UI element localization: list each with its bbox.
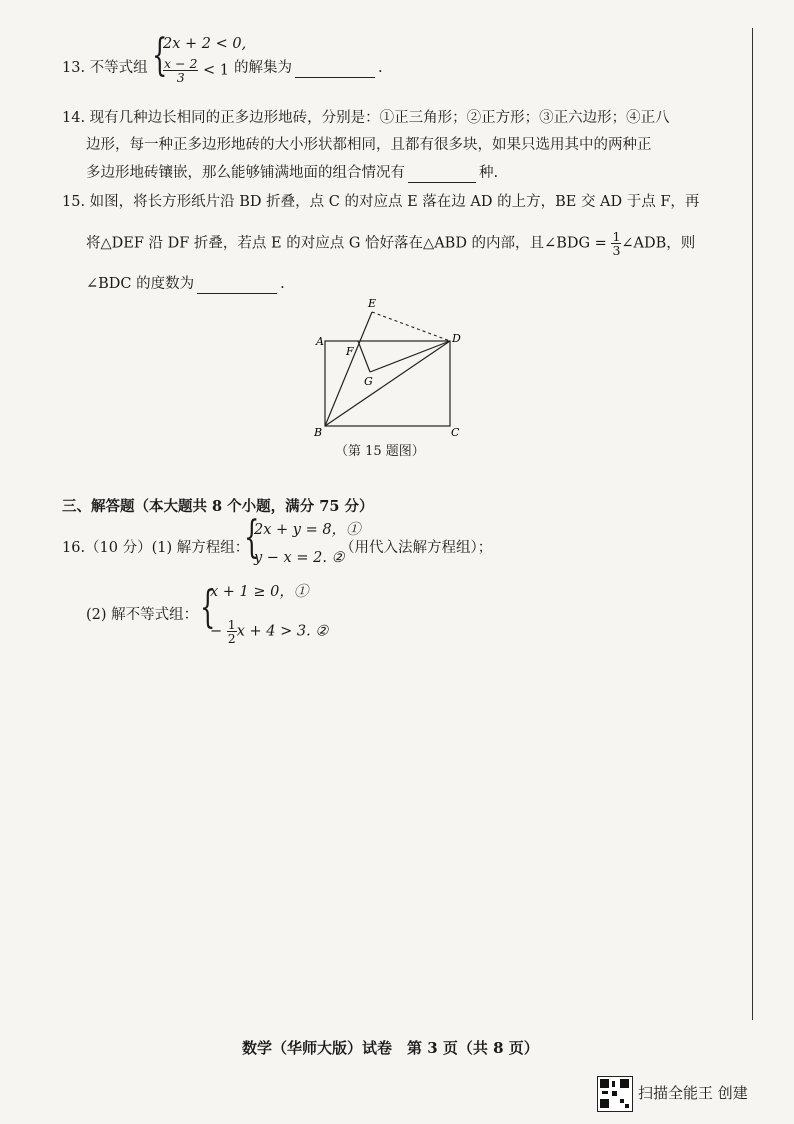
page-right-border (752, 28, 753, 1020)
segment-fg (358, 341, 370, 372)
q16-part1-eq2: y − x = 2. ② (254, 550, 345, 566)
q13-fraction: $\frac{x - 2}{3}$ (164, 56, 198, 85)
label-c: C (451, 426, 460, 439)
q15-figure-caption: （第 15 题图） (335, 444, 425, 459)
q16-part1-brace: { (244, 512, 260, 563)
q15-answer-blank[interactable] (197, 277, 277, 294)
page-footer: 数学（华师大版）试卷 第 3 页（共 8 页） (242, 1039, 539, 1057)
q16-part2-prefix: (2) 解不等式组： (86, 607, 199, 623)
q13-ineq1: 2x + 2 < 0, (163, 36, 247, 52)
q15-line1: 15. 如图，将长方形纸片沿 BD 折叠，点 C 的对应点 E 落在边 AD 的上方，BE 交 AD 于点 F，再 (62, 194, 700, 210)
q16-part1-eq1: 2x + y = 8，① (254, 522, 361, 538)
q15-fraction: $\frac{1}{3}$ (612, 229, 621, 258)
label-b: B (314, 426, 323, 439)
q16-part2-brace: { (200, 582, 216, 633)
q16-part2-eq1: x + 1 ≥ 0，① (210, 584, 309, 600)
label-f: F (346, 345, 354, 358)
q16-part2-eq2: − $\frac{1}{2}$ x + 4 > 3. ② (210, 617, 329, 646)
q16-part1-note: （用代入法解方程组）； (340, 540, 493, 556)
q15-line3: ∠BDC 的度数为 . (86, 276, 285, 292)
q16-fraction: $\frac{1}{2}$ (227, 617, 236, 646)
label-d: D (452, 332, 461, 345)
q14-line1: 14. 现有几种边长相同的正多边形地砖，分别是：①正三角形；②正方形；③正六边形；④正八 (62, 110, 670, 126)
qr-code-icon (597, 1076, 633, 1112)
q13-answer-blank[interactable] (295, 61, 375, 78)
segment-gd (370, 341, 450, 372)
segment-ed-dashed (372, 312, 450, 341)
scanner-watermark: 扫描全能王 创建 (638, 1084, 748, 1102)
segment-bd (325, 341, 450, 426)
label-g: G (364, 375, 373, 388)
q15-figure (300, 292, 480, 442)
q14-line2: 边形，每一种正多边形地砖的大小形状都相同，且都有很多块，如果只选用其中的两种正 (86, 137, 652, 153)
label-a: A (316, 335, 324, 348)
q14-answer-blank[interactable] (408, 166, 476, 183)
q13-brace: { (152, 30, 168, 81)
q13-suffix: 的解集为 . (234, 60, 383, 76)
section-3-heading: 三、解答题（本大题共 8 个小题，满分 75 分） (62, 498, 374, 515)
segment-be (325, 312, 372, 426)
label-e: E (368, 297, 377, 310)
q13-ineq2: $\frac{x - 2}{3}$ < 1 (164, 56, 230, 85)
q16-part1-prefix: 16.（10 分）(1) 解方程组： (62, 540, 250, 556)
q13-prefix: 13. 不等式组 (62, 60, 148, 76)
q14-line3: 多边形地砖镶嵌，那么能够铺满地面的组合情况有 种. (86, 165, 499, 181)
q15-line2: 将△DEF 沿 DF 折叠，若点 E 的对应点 G 恰好落在△ABD 的内部，且∠BDG = $\frac{1}{3}$ ∠ADB，则 (86, 229, 696, 258)
